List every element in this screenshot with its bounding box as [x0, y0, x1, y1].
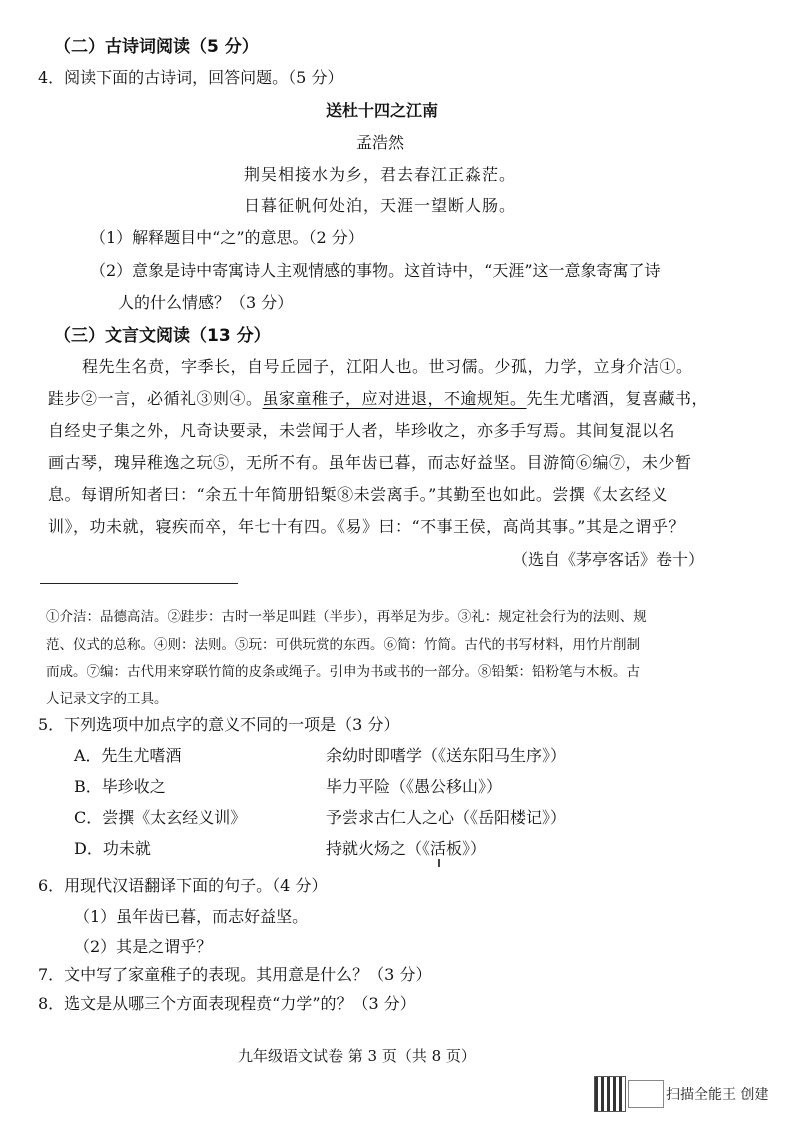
stray-mark: [438, 859, 440, 867]
scanner-watermark: 扫描全能王 创建: [666, 1087, 769, 1103]
option-a-compare: 余幼时即嗜学（《送东阳马生序》）: [326, 746, 567, 765]
option-c: C．尝撰《太玄经义训》: [74, 808, 247, 827]
question-5-stem: 5．下列选项中加点字的意义不同的一项是（3 分）: [38, 715, 400, 734]
section-3-title: （三）文言文阅读（13 分）: [54, 326, 271, 346]
passage-line-6: 训》，功未就，寝疾而卒，年七十有四。《易》曰：“不事王侯，高尚其事。”其是之谓乎？: [48, 517, 685, 536]
option-d-compare: 持就火炀之（《活板》）: [326, 839, 487, 858]
poem-line-1: 荆吴相接水为乡，君去春江正淼茫。: [244, 165, 517, 184]
question-6-sentence-2: （2）其是之谓乎？: [74, 937, 213, 956]
question-4-sub-2-line-2: 人的什么情感？（3 分）: [118, 293, 294, 312]
qr-code-icon: [594, 1076, 626, 1112]
footnote-line-4: 人记录文字的工具。: [46, 691, 168, 707]
section-2-title: （二）古诗词阅读（5 分）: [54, 37, 259, 57]
question-4-sub-1: （1）解释题目中“之”的意思。（2 分）: [90, 228, 364, 247]
footnote-line-2: 范、仪式的总称。④则：法则。⑤玩：可供玩赏的东西。⑥简：竹简。古代的书写材料，用竹片削制: [46, 637, 640, 653]
poem-line-2: 日暮征帆何处泊，天涯一望断人肠。: [244, 196, 517, 215]
question-6-sentence-1: （1）虽年齿已暮，而志好益坚。: [74, 907, 309, 926]
question-4-stem: 4．阅读下面的古诗词，回答问题。（5 分）: [38, 68, 344, 87]
scanner-logo-icon: [628, 1080, 664, 1108]
option-c-compare: 予尝求古仁人之心（《岳阳楼记》）: [326, 808, 567, 827]
poem-author: 孟浩然: [356, 133, 405, 152]
passage-line-1: 程先生名贲，字季长，自号丘园子，江阳人也。世习儒。少孤，力学，立身介洁①。: [82, 357, 693, 376]
poem-title: 送杜十四之江南: [326, 101, 439, 120]
passage-line-4: 画古琴，瑰异稚逸之玩⑤，无所不有。虽年齿已暮，而志好益坚。目游简⑥编⑦，未少暂: [48, 453, 692, 472]
option-b-compare: 毕力平险（《愚公移山》）: [326, 777, 503, 796]
question-8: 8．选文是从哪三个方面表现程贲“力学”的？（3 分）: [38, 994, 416, 1013]
option-a: A．先生尤嗜酒: [74, 746, 182, 765]
option-b: B．毕珍收之: [74, 777, 166, 796]
footnote-divider: [40, 583, 238, 584]
underlined-sentence: 虽家童稚子，应对进退，不逾规矩。: [262, 389, 527, 408]
footnote-line-1: ①介洁：品德高洁。②跬步：古时一举足叫跬（半步），再举足为步。③礼：规定社会行为的法则、规: [46, 609, 647, 625]
passage-line-2: [48, 386, 708, 409]
passage-line-3: 自经史子集之外，凡奇诀要录，未尝闻于人者，毕珍收之，亦多手写焉。其间复混以名: [48, 421, 676, 440]
option-d: D．功未就: [74, 839, 151, 858]
question-7: 7．文中写了家童稚子的表现。其用意是什么？（3 分）: [38, 965, 432, 984]
passage-source: （选自《茅亭客话》卷十）: [512, 550, 705, 569]
question-6-stem: 6．用现代汉语翻译下面的句子。（4 分）: [38, 876, 328, 895]
passage-line-2-end: 先生尤嗜酒，复喜藏书，: [526, 389, 709, 408]
footnote-line-3: 而成。⑦编：古代用来穿联竹简的皮条或绳子。引申为书或书的一部分。⑧铅椠：铅粉笔与木板。古: [46, 664, 640, 680]
passage-line-2-start: 跬步②一言，必循礼③则④。: [48, 389, 263, 408]
question-4-sub-2-line-1: （2）意象是诗中寄寓诗人主观情感的事物。这首诗中，“天涯”这一意象寄寓了诗: [90, 261, 661, 280]
passage-line-5: 息。每谓所知者曰：“余五十年简册铅椠⑧未尝离手。”其勤至也如此。尝撰《太玄经义: [48, 485, 668, 504]
page-footer: 九年级语文试卷 第 3 页（共 8 页）: [238, 1047, 476, 1065]
